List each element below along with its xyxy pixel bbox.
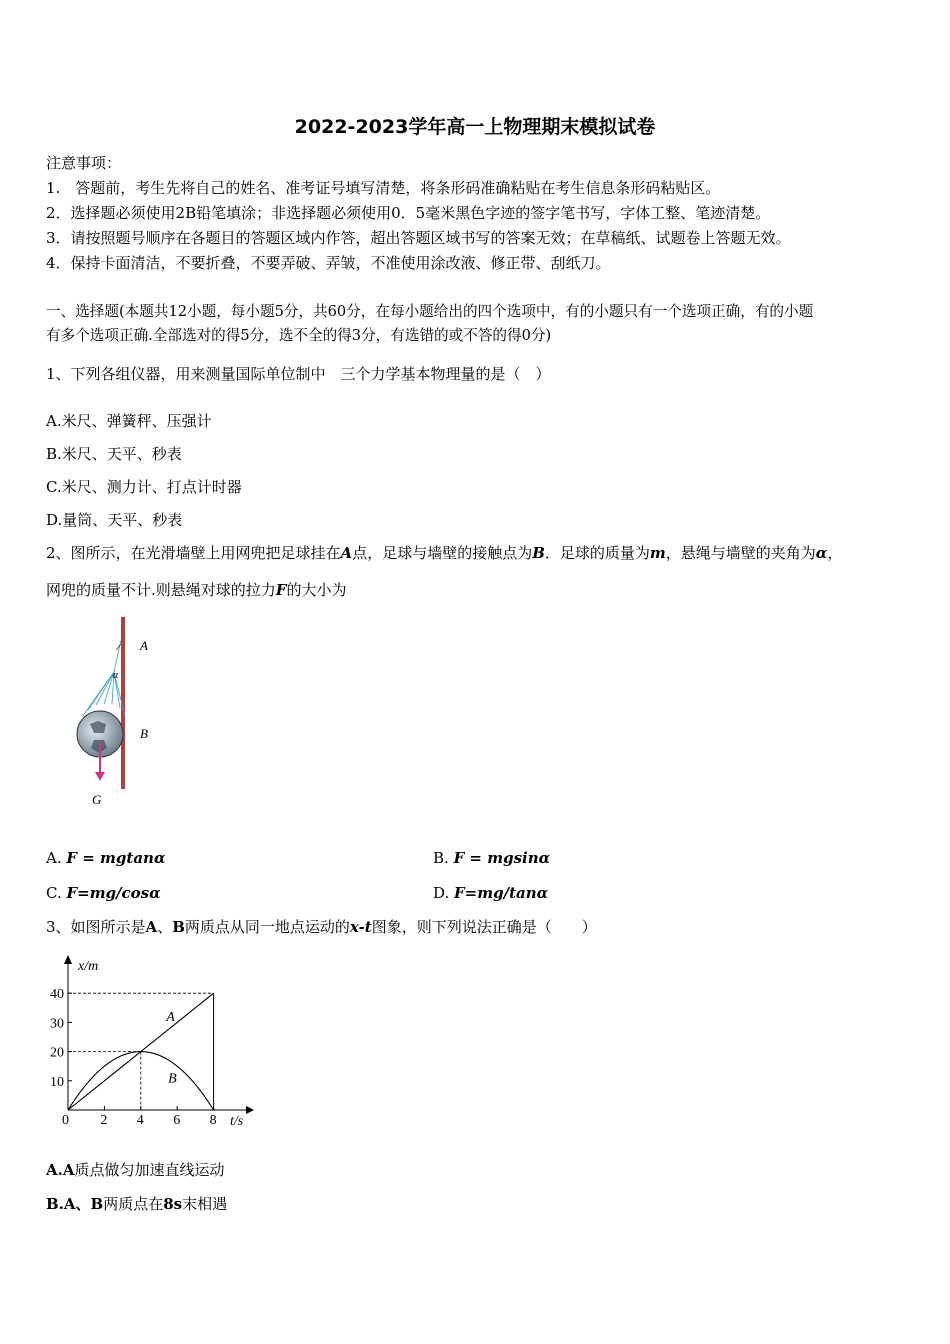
q2-stem-part: 网兜的质量不计.则悬绳对球的拉力 [46, 581, 276, 599]
q2-var-m: m [649, 544, 666, 562]
q2-option-c [46, 883, 161, 903]
section-heading-line2: 有多个选项正确.全部选对的得5分，选不全的得3分，有选错的或不答的得0分) [46, 327, 552, 344]
notice-item-3: 3．请按照题号顺序在各题目的答题区域内作答，超出答题区域书写的答案无效；在草稿纸、试题卷上答题无效。 [46, 229, 791, 247]
q2-stem-part: ．足球的质量为 [544, 544, 650, 562]
q2-figure [70, 612, 170, 812]
option-bold: A [62, 1161, 75, 1179]
label-a: A [140, 638, 148, 653]
option-text: 两质点在 [103, 1195, 164, 1213]
option-expression: F = mgsinα [453, 849, 551, 867]
q3-stem-part: 两质点从同一地点运动的 [184, 918, 350, 936]
q1-option-c: C.米尺、测力计、打点计时器 [46, 478, 242, 496]
option-text: 末相遇 [182, 1195, 228, 1213]
label-g: G [92, 792, 102, 807]
q2-option-d [433, 883, 548, 903]
option-prefix: A. [46, 849, 67, 867]
series-label-a: A [166, 1009, 175, 1025]
q3-option-b [46, 1194, 227, 1214]
page-title: 2022-2023学年高一上物理期末模拟试卷 [294, 116, 656, 138]
x-tick-label: 4 [136, 1113, 144, 1128]
series-label-b: B [168, 1071, 177, 1087]
q1-stem: 1、下列各组仪器，用来测量国际单位制中 三个力学基本物理量的是（ ） [46, 365, 551, 383]
q2-stem-line2 [46, 580, 346, 600]
x-tick-label: 2 [100, 1113, 108, 1128]
gravity-arrowhead [95, 772, 105, 781]
q3-option-a [46, 1160, 225, 1180]
y-tick-label: 40 [50, 987, 64, 1003]
y-tick-label: 20 [50, 1045, 64, 1061]
q2-stem-part: 2、图所示，在光滑墙壁上用网兜把足球挂在 [46, 544, 341, 562]
option-prefix: B. [433, 849, 454, 867]
option-prefix: B. [46, 1195, 64, 1213]
q2-var-b: B [532, 544, 545, 562]
q1-option-a: A.米尺、弹簧秤、压强计 [46, 412, 212, 430]
y-axis-arrow [64, 955, 72, 964]
q1-option-d: D.量筒、天平、秒表 [46, 511, 183, 529]
q3-xt-chart [40, 950, 260, 1135]
notice-item-2: 2．选择题必须使用2B铅笔填涂；非选择题必须使用0．5毫米黑色字迹的签字笔书写，字体工整、笔迹清楚。 [46, 204, 771, 222]
q2-stem-part: ， [827, 544, 843, 562]
y-tick-label: 10 [50, 1074, 64, 1090]
option-prefix: C. [46, 884, 67, 902]
x-axis-arrow [246, 1106, 254, 1114]
q3-stem-part: 图象，则下列说法正确是（ ） [371, 918, 597, 936]
notice-item-1: 1. 答题前，考生先将自己的姓名、准考证号填写清楚，将条形码准确粘贴在考生信息条形码粘贴区。 [46, 179, 721, 197]
notice-heading: 注意事项： [46, 154, 122, 172]
notice-item-4: 4．保持卡面清洁，不要折叠，不要弄破、弄皱，不准使用涂改液、修正带、刮纸刀。 [46, 254, 611, 272]
q2-var-f: F [275, 581, 287, 599]
option-bold: 8s [163, 1195, 183, 1213]
q3-var-xt: x-t [349, 918, 372, 936]
option-expression: F=mg/cosα [66, 884, 161, 902]
x-axis-label: t/s [230, 1114, 244, 1129]
q3-stem-part: 、 [157, 918, 173, 936]
label-b: B [140, 726, 148, 741]
q2-var-alpha: α [815, 544, 828, 562]
y-tick-label: 30 [50, 1016, 64, 1032]
option-expression: F=mg/tanα [454, 884, 549, 902]
y-axis-label: x/m [78, 959, 99, 974]
q2-stem-part: ，悬绳与墙壁的夹角为 [665, 544, 816, 562]
q3-stem-part: 3、如图所示是 [46, 918, 146, 936]
option-expression: F = mgtanα [66, 849, 166, 867]
q2-stem-part: 的大小为 [286, 581, 347, 599]
angle-arc [116, 644, 121, 650]
q1-option-b: B.米尺、天平、秒表 [46, 445, 182, 463]
option-text: 质点做匀加速直线运动 [74, 1161, 225, 1179]
option-bold: A、B [63, 1195, 104, 1213]
x-tick-label: 6 [173, 1113, 181, 1128]
q3-var-a: A [145, 918, 158, 936]
x-tick-label: 0 [62, 1113, 69, 1128]
label-alpha: α [113, 670, 119, 681]
option-prefix: D. [433, 884, 455, 902]
section-heading-line1: 一、选择题(本题共12小题，每小题5分，共60分，在每小题给出的四个选项中，有的小题只有一个选项正确，有的小题 [46, 303, 814, 320]
x-tick-label: 8 [209, 1113, 217, 1128]
q2-option-a [46, 848, 166, 868]
option-prefix: A. [46, 1161, 63, 1179]
q2-option-b [433, 848, 550, 868]
q2-stem-part: 点，足球与墙壁的接触点为 [352, 544, 533, 562]
q2-var-a: A [340, 544, 353, 562]
q3-var-b: B [172, 918, 185, 936]
series-b-curve [68, 1052, 214, 1110]
q2-stem-line1 [46, 543, 842, 563]
net-strings [82, 640, 125, 717]
q3-stem [46, 917, 597, 937]
